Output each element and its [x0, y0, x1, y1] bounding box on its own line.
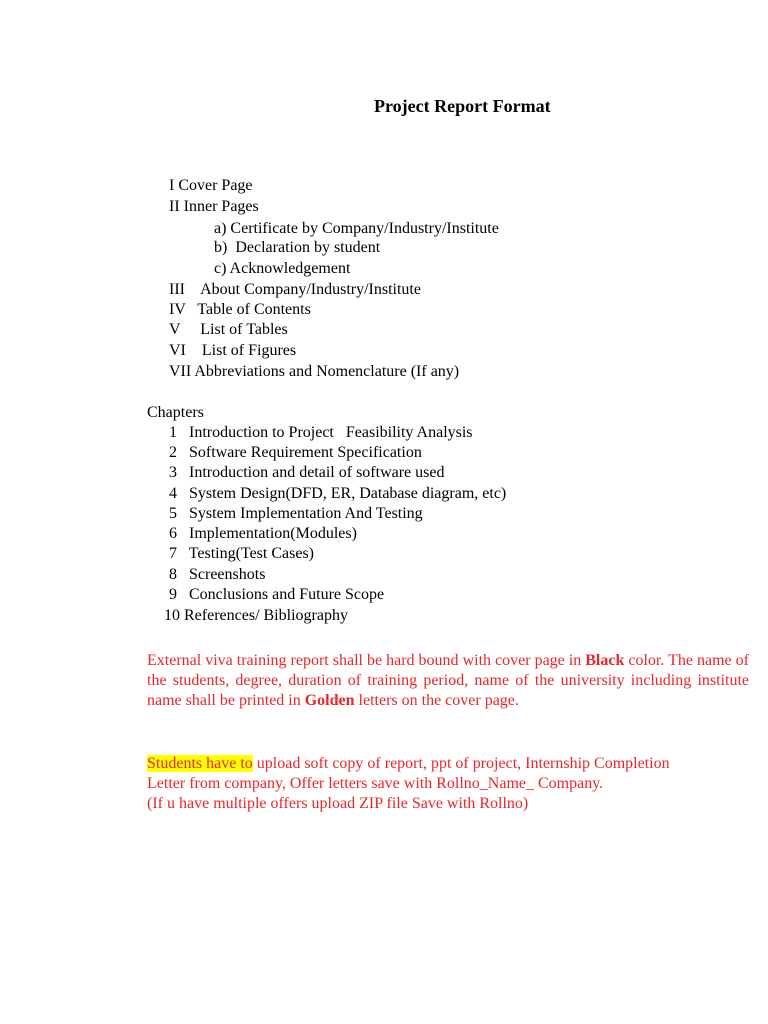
chapter-item: 4 System Design(DFD, ER, Database diagram, etc): [169, 485, 507, 502]
chapter-item: 6 Implementation(Modules): [169, 525, 357, 542]
chapter-item: 5 System Implementation And Testing: [169, 505, 423, 522]
toc-inner-pages: II Inner Pages: [169, 198, 259, 215]
note-text: External viva training report shall be hard bound with cover page in: [147, 652, 586, 669]
toc-table-of-contents: IV Table of Contents: [169, 301, 311, 318]
chapter-item: 9 Conclusions and Future Scope: [169, 586, 385, 603]
toc-inner-acknowledgement: c) Acknowledgement: [214, 260, 351, 277]
chapter-item: 10 References/ Bibliography: [164, 607, 348, 624]
page-title: Project Report Format: [374, 96, 551, 116]
chapter-item: 8 Screenshots: [169, 566, 266, 583]
toc-about-company: III About Company/Industry/Institute: [169, 281, 421, 298]
toc-list-of-tables: V List of Tables: [169, 321, 288, 338]
highlighted-text: Students have to: [147, 755, 253, 772]
toc-abbreviations: VII Abbreviations and Nomenclature (If any): [169, 363, 460, 380]
note-golden-emphasis: Golden: [304, 692, 355, 709]
note-text: color. The name of the students, degree, duration of training period, name of the university including institute name shall be printed in: [147, 652, 749, 709]
toc-inner-certificate: a) Certificate by Company/Industry/Institute: [214, 220, 499, 237]
chapter-item: 2 Software Requirement Specification: [169, 444, 422, 461]
chapter-item: 3 Introduction and detail of software used: [169, 464, 445, 481]
chapters-heading: Chapters: [147, 404, 204, 421]
cover-binding-note: [147, 651, 749, 711]
toc-cover-page: I Cover Page: [169, 177, 253, 194]
note-text: letters on the cover page.: [354, 692, 519, 709]
upload-instruction-line-2: Letter from company, Offer letters save with Rollno_Name_ Company.: [147, 775, 604, 792]
note-text: upload soft copy of report, ppt of project, Internship Completion: [252, 755, 670, 772]
upload-instruction-line-1: [147, 754, 757, 774]
chapter-item: 1 Introduction to Project Feasibility Analysis: [169, 424, 473, 441]
toc-inner-declaration: b) Declaration by student: [214, 239, 381, 256]
upload-instruction-line-3: (If u have multiple offers upload ZIP file Save with Rollno): [147, 795, 529, 812]
toc-list-of-figures: VI List of Figures: [169, 342, 297, 359]
chapter-item: 7 Testing(Test Cases): [169, 545, 314, 562]
note-black-emphasis: Black: [585, 652, 625, 669]
